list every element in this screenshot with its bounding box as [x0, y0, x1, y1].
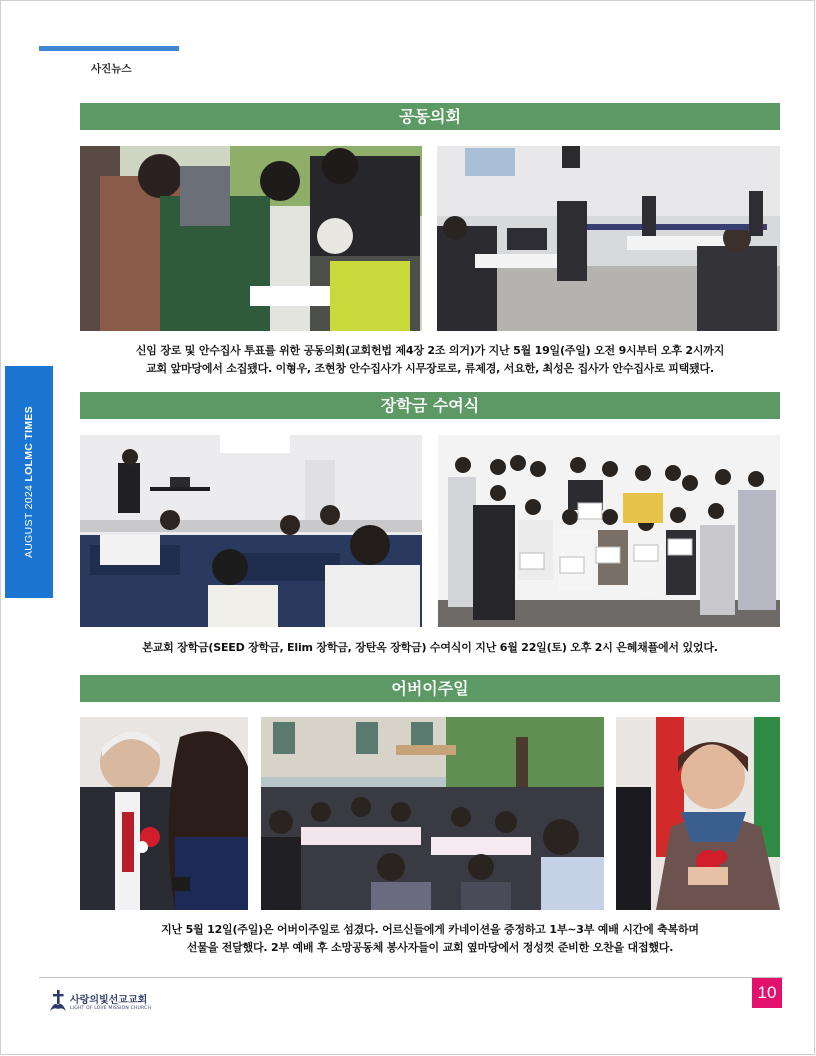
- page-number: 10: [752, 978, 782, 1008]
- photo-voting-outdoor: [80, 146, 422, 331]
- photo-meeting-room: [437, 146, 780, 331]
- side-tab: [5, 366, 53, 598]
- caption-line: 교회 앞마당에서 소집됐다. 이형우, 조현창 안수집사가 시무장로로, 류제경, 서요한, 최성은 집사가 안수집사로 피택됐다.: [146, 362, 714, 375]
- church-logo-icon: [49, 989, 67, 1013]
- photo-scholarship-group: [438, 435, 780, 627]
- publication-label: LOLMC TIMES: [23, 406, 35, 482]
- side-tab-text: [23, 406, 35, 558]
- caption-line: 신임 장로 및 안수집사 투표를 위한 공동의회(교회헌법 제4장 2조 의거)가 지난 5월 19일(주일) 오전 9시부터 오후 2시까지: [135, 344, 725, 357]
- issue-label: AUGUST 2024: [23, 481, 35, 558]
- section-banner-scholarship: 장학금 수여식: [80, 392, 780, 419]
- caption-line: 선물을 전달했다. 2부 예배 후 소망공동체 봉사자들이 교회 옆마당에서 정성껏 준비한 오찬을 대접했다.: [186, 941, 674, 954]
- church-name-en: LIGHT OF LOVE MISSION CHURCH: [70, 1006, 152, 1011]
- caption-joint-meeting: [80, 342, 780, 378]
- section-banner-joint-meeting: 공동의회: [80, 103, 780, 130]
- photo-luncheon: [261, 717, 604, 910]
- footer-divider: [39, 977, 783, 978]
- header-accent-bar: [39, 46, 179, 51]
- caption-scholarship: [80, 639, 780, 657]
- caption-parents-sunday: [80, 921, 780, 957]
- photo-carnation-woman: [616, 717, 780, 910]
- caption-line: 지난 5월 12일(주일)은 어버이주일로 섬겼다. 어르신들에게 카네이션을 증정하고 1부~3부 예배 시간에 축복하며: [161, 923, 699, 936]
- photo-scholarship-chapel: [80, 435, 422, 627]
- church-name-ko: 사랑의빛선교교회: [70, 995, 148, 1006]
- section-banner-parents-sunday: 어버이주일: [80, 675, 780, 702]
- caption-line: 본교회 장학금(SEED 장학금, Elim 장학금, 장탄옥 장학금) 수여식이 지난 6월 22일(토) 오후 2시 은혜채플에서 있었다.: [142, 641, 718, 654]
- photo-carnation-elder: [80, 717, 248, 910]
- church-logo: [49, 989, 159, 1015]
- section-label: 사진뉴스: [91, 63, 132, 75]
